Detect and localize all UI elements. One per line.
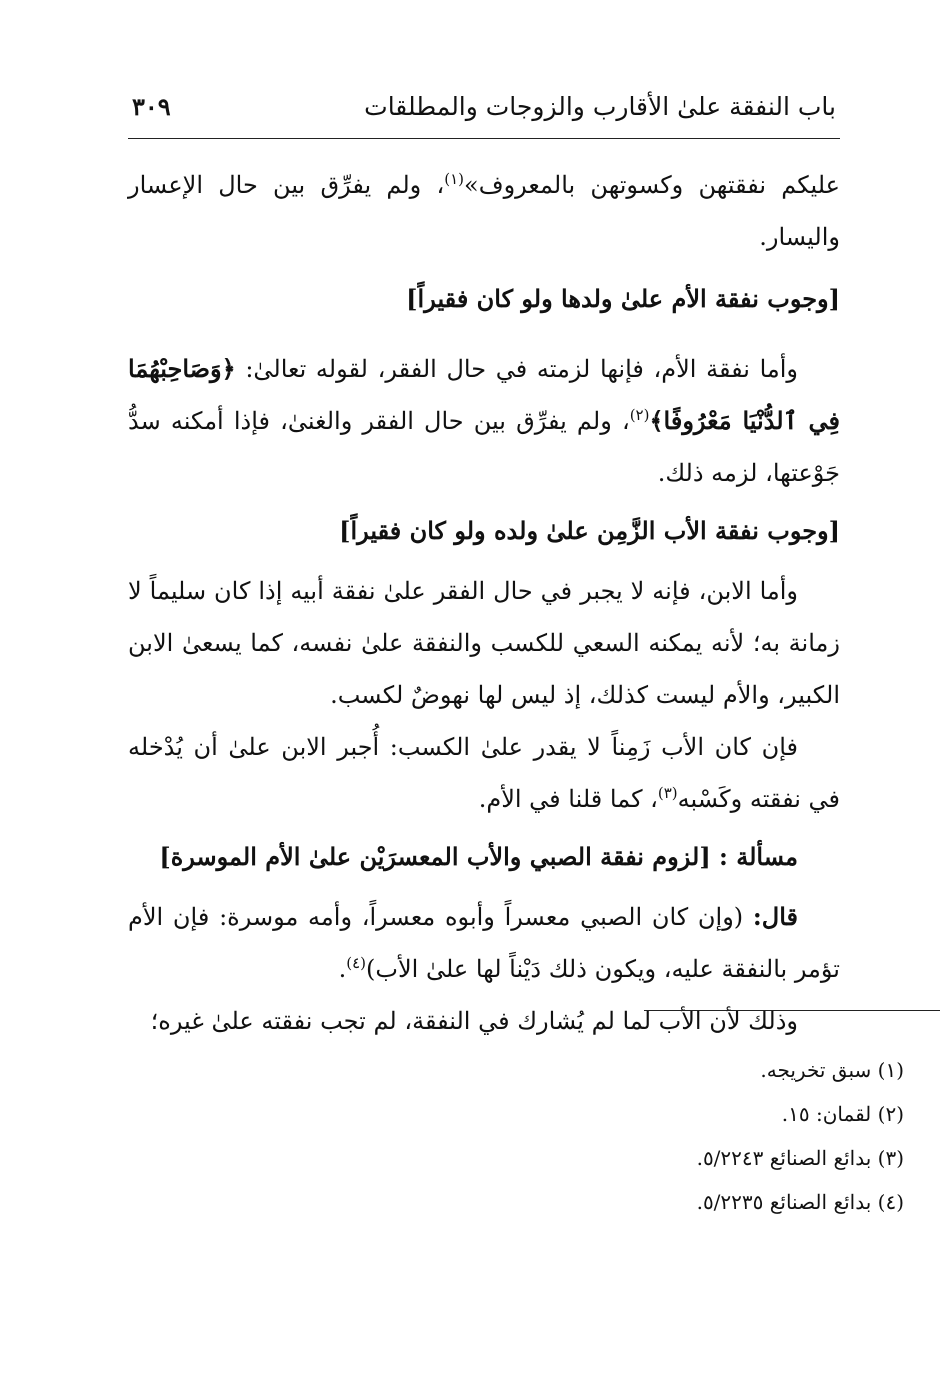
paragraph-text: ، ولم يفرِّق بين حال الفقر والغنىٰ، فإذا أمكنه سدُّ جَوْعتها، لزمه ذلك. bbox=[128, 407, 840, 487]
footnote-item: (٤) بدائع الصنائع ٥/٢٢٣٥. bbox=[696, 1190, 904, 1214]
paragraph-5 bbox=[128, 891, 840, 995]
speaker-label: قال: bbox=[752, 902, 798, 931]
paragraph-3: وأما الابن، فإنه لا يجبر في حال الفقر علىٰ نفقة أبيه إذا كان سليماً لا زمانة به؛ لأنه يمكنه السعي للكسب والنفقة علىٰ نفسه، كما يسعىٰ الابن الكبير، والأم ليست كذلك، إذ ليس لها نهوضٌ لكسب. bbox=[128, 577, 840, 709]
paragraph-text: (وإن كان الصبي معسراً وأبوه معسراً، وأمه موسرة: فإن الأم تؤمر بالنفقة عليه، ويكون ذلك دَيْناً لها علىٰ الأب) bbox=[128, 903, 840, 983]
chapter-title: باب النفقة علىٰ الأقارب والزوجات والمطلقات bbox=[364, 92, 836, 121]
paragraph-2 bbox=[128, 343, 840, 499]
footnote-item: (٣) بدائع الصنائع ٥/٢٢٤٣. bbox=[696, 1146, 904, 1170]
page-number: ٣٠٩ bbox=[132, 92, 171, 121]
footnote-separator bbox=[644, 1010, 940, 1011]
section-heading: [وجوب نفقة الأب الزَّمِن علىٰ ولده ولو كان فقيراً] bbox=[339, 516, 840, 545]
paragraph-6: وذلك لأن الأب لما لم يُشارك في النفقة، لم تجب نفقته علىٰ غيره؛ bbox=[150, 1007, 798, 1035]
footnote-ref: (١) bbox=[444, 170, 465, 188]
paragraph-text: فإن كان الأب زَمِناً لا يقدر علىٰ الكسب: أُجبر الابن علىٰ أن يُدْخله في نفقته وكَسْبه bbox=[128, 733, 840, 813]
running-header bbox=[128, 92, 840, 139]
paragraph-text: . bbox=[338, 955, 347, 983]
footnote-item: (١) سبق تخريجه. bbox=[760, 1058, 904, 1082]
footnote-item: (٢) لقمان: ١٥. bbox=[781, 1102, 904, 1126]
section-heading: [وجوب نفقة الأم علىٰ ولدها ولو كان فقيراً] bbox=[406, 284, 840, 313]
footnote-ref: (٣) bbox=[657, 784, 678, 802]
footnotes bbox=[697, 1048, 904, 1224]
paragraph-1 bbox=[128, 159, 840, 263]
paragraph-text: ، كما قلنا في الأم. bbox=[478, 785, 658, 813]
footnote-ref: (٤) bbox=[346, 954, 366, 972]
main-text bbox=[128, 159, 840, 1047]
paragraph-4 bbox=[128, 721, 840, 825]
paragraph-text: عليكم نفقتهن وكسوتهن بالمعروف» bbox=[464, 171, 840, 199]
footnote-ref: (٢) bbox=[629, 406, 650, 424]
paragraph-text: ، ولم يفرِّق بين حال الإعسار واليسار. bbox=[128, 171, 840, 251]
book-page bbox=[128, 92, 840, 1047]
paragraph-text: وأما نفقة الأم، فإنها لزمته في حال الفقر، لقوله تعالىٰ: bbox=[235, 355, 798, 383]
issue-heading: مسألة : [لزوم نفقة الصبي والأب المعسرَيْن علىٰ الأم الموسرة] bbox=[159, 842, 798, 871]
quran-verse: ﴿وَصَاحِبْهُمَا فِي ٱلدُّنْيَا مَعْرُوفًا﴾ bbox=[128, 354, 840, 435]
